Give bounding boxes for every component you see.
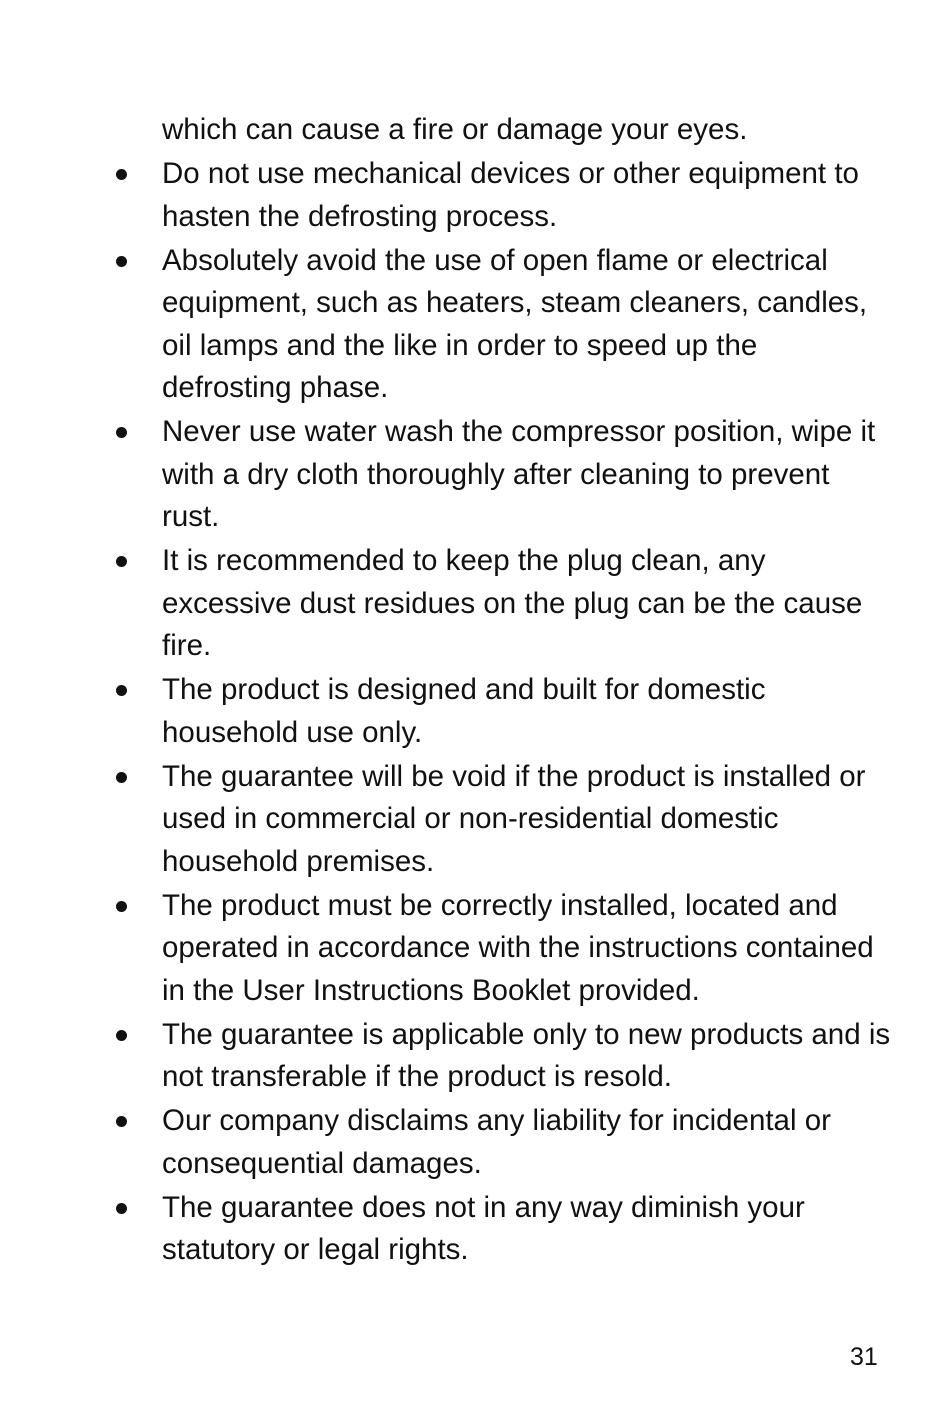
list-item: It is recommended to keep the plug clean, any excessive dust residues on the plug can be the cause fire. bbox=[0, 540, 892, 668]
page-number: 31 bbox=[850, 1343, 878, 1371]
bullet-icon bbox=[116, 1203, 127, 1214]
instructions-list bbox=[0, 153, 892, 1273]
list-item: The guarantee is applicable only to new products and is not transferable if the product is resold. bbox=[0, 1014, 892, 1099]
bullet-icon bbox=[116, 901, 127, 912]
list-item: The guarantee does not in any way diminish your statutory or legal rights. bbox=[0, 1187, 892, 1272]
bullet-icon bbox=[116, 556, 127, 567]
bullet-icon bbox=[116, 256, 127, 267]
list-item: The product must be correctly installed, located and operated in accordance with the instructions contained in the User Instructions Booklet provided. bbox=[0, 885, 892, 1013]
list-item: Absolutely avoid the use of open flame or electrical equipment, such as heaters, steam cleaners, candles, oil lamps and the like in order to speed up the defrosting phase. bbox=[0, 240, 892, 410]
list-item: The guarantee will be void if the product is installed or used in commercial or non-residential domestic household premises. bbox=[0, 756, 892, 884]
bullet-icon bbox=[116, 427, 127, 438]
bullet-icon bbox=[116, 685, 127, 696]
list-item: Do not use mechanical devices or other equipment to hasten the defrosting process. bbox=[0, 153, 892, 238]
bullet-icon bbox=[116, 1030, 127, 1041]
list-item: Our company disclaims any liability for incidental or consequential damages. bbox=[0, 1100, 892, 1185]
list-item: The product is designed and built for domestic household use only. bbox=[0, 669, 892, 754]
bullet-icon bbox=[116, 772, 127, 783]
bullet-icon bbox=[116, 169, 127, 180]
continued-text: which can cause a fire or damage your eyes. bbox=[162, 113, 748, 146]
list-item: Never use water wash the compressor position, wipe it with a dry cloth thoroughly after cleaning to prevent rust. bbox=[0, 411, 892, 539]
bullet-icon bbox=[116, 1116, 127, 1127]
